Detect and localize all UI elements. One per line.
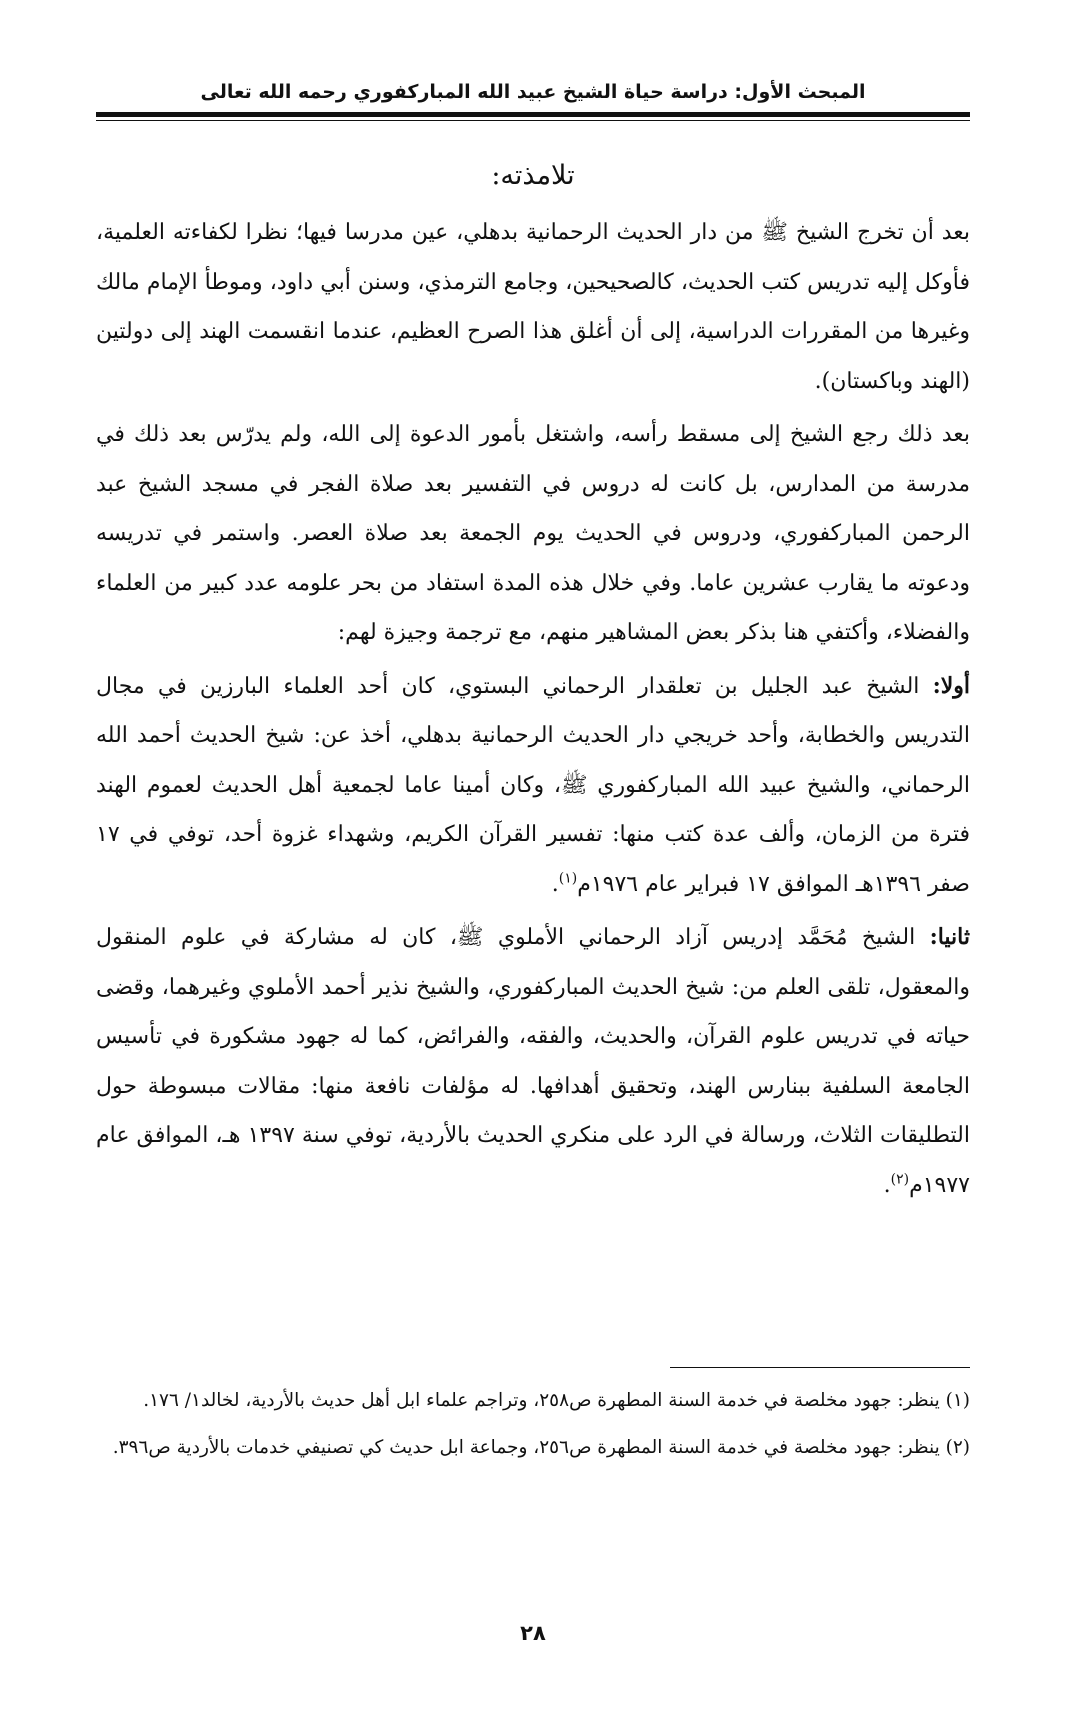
paragraph-4-lead: ثانيا: xyxy=(929,924,970,950)
paragraph-3-lead: أولا: xyxy=(932,672,970,699)
body-text xyxy=(96,150,970,1210)
header-rule-thin xyxy=(96,120,970,121)
footnote-2 xyxy=(96,1427,970,1468)
header-rule-thick xyxy=(96,112,970,117)
footnotes xyxy=(96,1380,970,1474)
footnote-ref-1[interactable]: (١) xyxy=(558,870,578,887)
footnote-1-text: ينظر: جهود مخلصة في خدمة السنة المطهرة ص٢٥٨، وتراجم علماء ابل أهل حديث بالأردية، لخالد١/ ١٧٦. xyxy=(143,1390,946,1411)
footnote-1 xyxy=(96,1380,970,1421)
paragraph-4-body: الشيخ مُحَمَّد إدريس آزاد الرحماني الأملوي ﷺ، كان له مشاركة في علوم المنقول والمعقول، تلقى العلم من: شيخ الحديث المباركفوري، والشيخ نذير أحمد الأملوي وغيرهما، وقضى حياته في تدريس علوم القرآن، والحديث، والفقه، والفرائض، كما له جهود مشكورة في تأسيس الجامعة السلفية ببنارس الهند، وتحقيق أهدافها. له مؤلفات نافعة منها: مقالات مبسوطة حول التطليقات الثلاث، ورسالة في الرد على منكري الحديث بالأردية، توفي سنة ١٣٩٧ هـ، الموافق عام ١٩٧٧م xyxy=(96,925,970,1198)
footnote-rule xyxy=(670,1367,970,1368)
page-number: ٢٨ xyxy=(520,1621,546,1645)
paragraph-3-body: الشيخ عبد الجليل بن تعلقدار الرحماني البستوي، كان أحد العلماء البارزين في مجال التدريس والخطابة، وأحد خريجي دار الحديث الرحمانية بدهلي، أخذ عن: شيخ الحديث أحمد الله الرحماني، والشيخ عبيد الله المباركفوري ﷺ، وكان أمينا عاما لجمعية أهل الحديث لعموم الهند فترة من الزمان، وألف عدة كتب منها: تفسير القرآن الكريم، وشهداء غزوة أحد، توفي في ١٧ صفر ١٣٩٦هـ الموافق ١٧ فبراير عام ١٩٧٦م xyxy=(96,673,970,897)
paragraph-3 xyxy=(96,662,970,910)
footnote-2-text: ينظر: جهود مخلصة في خدمة السنة المطهرة ص٢٥٦، وجماعة ابل حديث كي تصنيفي خدمات بالأردية ص٣٩٦. xyxy=(112,1437,946,1458)
paragraph-4 xyxy=(96,913,970,1210)
paragraph-4-end: . xyxy=(883,1172,891,1198)
section-title: تلامذته: xyxy=(491,160,575,191)
footnote-2-number: (٢) xyxy=(945,1437,970,1458)
running-header: المبحث الأول: دراسة حياة الشيخ عبيد الله المباركفوري رحمه الله تعالى xyxy=(200,81,866,103)
paragraph-3-end: . xyxy=(551,871,559,897)
footnote-ref-2[interactable]: (٢) xyxy=(890,1171,910,1188)
footnote-1-number: (١) xyxy=(945,1390,970,1411)
paragraph-2: بعد ذلك رجع الشيخ إلى مسقط رأسه، واشتغل بأمور الدعوة إلى الله، ولم يدرّس بعد ذلك في مدرسة من المدارس، بل كانت له دروس في التفسير بعد صلاة الفجر في مسجد الشيخ عبد الرحمن المباركفوري، ودروس في الحديث يوم الجمعة بعد صلاة العصر. واستمر في تدريسه ودعوته ما يقارب عشرين عاما. وفي خلال هذه المدة استفاد من بحر علومه عدد كبير من العلماء والفضلاء، وأكتفي هنا بذكر بعض المشاهير منهم، مع ترجمة وجيزة لهم: xyxy=(96,422,970,645)
paragraph-1: بعد أن تخرج الشيخ ﷺ من دار الحديث الرحمانية بدهلي، عين مدرسا فيها؛ نظرا لكفاءته العلمية، فأوكل إليه تدريس كتب الحديث، كالصحيحين، وجامع الترمذي، وسنن أبي داود، وموطأ الإمام مالك وغيرها من المقررات الدراسية، إلى أن أغلق هذا الصرح العظيم، عندما انقسمت الهند إلى دولتين (الهند وباكستان). xyxy=(96,220,970,394)
